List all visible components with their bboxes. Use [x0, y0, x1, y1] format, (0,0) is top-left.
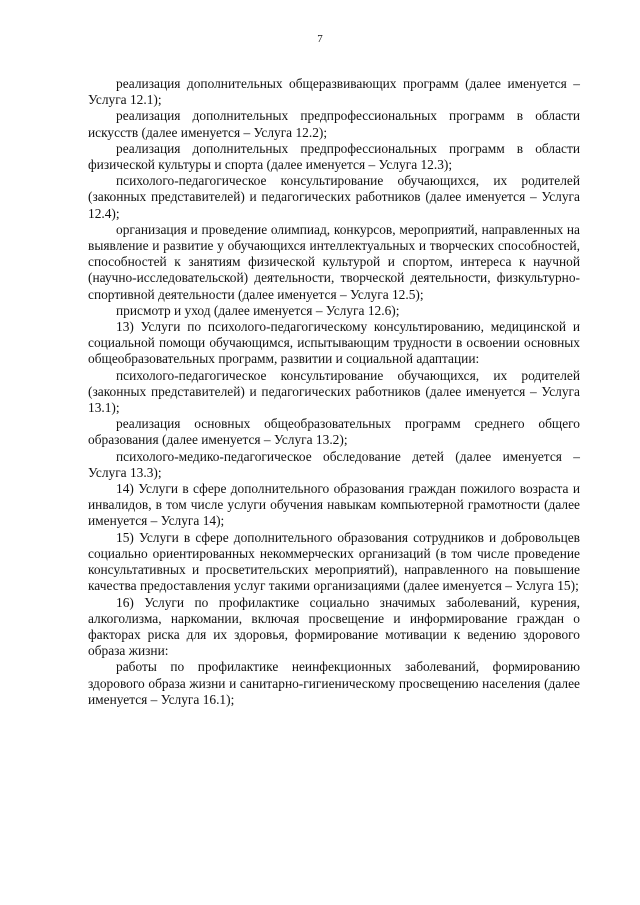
paragraph-service-12-1: реализация дополнительных общеразвивающих программ (далее именуется – Услуга 12.1); — [88, 76, 580, 108]
paragraph-service-16-1: работы по профилактике неинфекционных заболеваний, формированию здорового образа жизни и санитарно-гигиеническому просвещению населения (далее именуется – Услуга 16.1); — [88, 659, 580, 707]
paragraph-item-13: 13) Услуги по психолого-педагогическому консультированию, медицинской и социальной помощи обучающимся, испытывающим трудности в освоении основных общеобразовательных программ, развитии и социальной адаптации: — [88, 319, 580, 367]
paragraph-service-13-1: психолого-педагогическое консультирование обучающихся, их родителей (законных представителей) и педагогических работников (далее именуется – Услуга 13.1); — [88, 367, 580, 416]
paragraph-item-14: 14) Услуги в сфере дополнительного образования граждан пожилого возраста и инвалидов, в том числе услуги обучения навыкам компьютерной грамотности (далее именуется – Услуга 14); — [88, 481, 580, 529]
paragraph-service-13-3: психолого-медико-педагогическое обследование детей (далее именуется – Услуга 13.3); — [88, 448, 580, 480]
paragraph-service-12-4: психолого-педагогическое консультирование обучающихся, их родителей (законных представителей) и педагогических работников (далее именуется – Услуга 12.4); — [88, 173, 580, 221]
paragraph-service-13-2: реализация основных общеобразовательных программ среднего общего образования (далее именуется – Услуга 13.2); — [88, 416, 580, 448]
paragraph-service-12-2: реализация дополнительных предпрофессиональных программ в области искусств (далее именуется – Услуга 12.2); — [88, 108, 580, 140]
paragraph-item-15: 15) Услуги в сфере дополнительного образования сотрудников и добровольцев социально ориентированных некоммерческих организаций (в том числе проведение консультативных и просветительских мероприятий), направленного на повышение качества предоставления услуг такими организациями (далее именуется – Услуга 15); — [88, 529, 580, 594]
paragraph-item-16: 16) Услуги по профилактике социально значимых заболеваний, курения, алкоголизма, наркомании, включая просвещение и информирование граждан о факторах риска для их здоровья, формирование мотивации к ведению здорового образа жизни: — [88, 594, 580, 659]
paragraph-service-12-3: реализация дополнительных предпрофессиональных программ в области физической культуры и спорта (далее именуется – Услуга 12.3); — [88, 140, 580, 173]
document-body — [88, 76, 580, 708]
page-number: 7 — [317, 33, 323, 45]
paragraph-service-12-6: присмотр и уход (далее именуется – Услуга 12.6); — [116, 302, 400, 318]
paragraph-service-12-5: организация и проведение олимпиад, конкурсов, мероприятий, направленных на выявление и развитие у обучающихся интеллектуальных и творческих способностей, способностей к занятиям физической культурой и спортом, интереса к научной (научно-исследовательской) деятельности, творческой деятельности, физкультурно-спортивной деятельности (далее именуется – Услуга 12.5); — [88, 221, 580, 302]
